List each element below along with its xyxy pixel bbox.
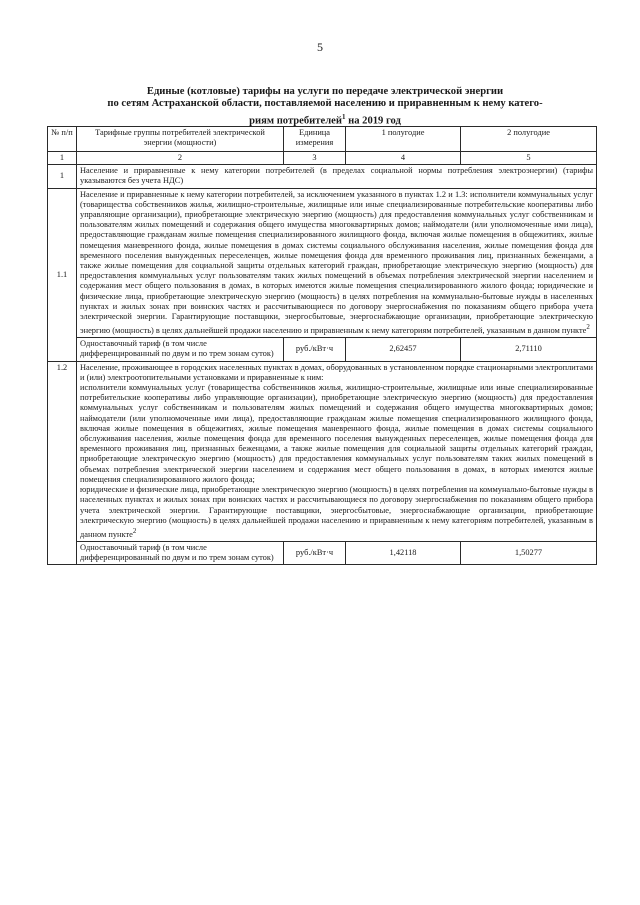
tariff-value-h1: 1,42118	[346, 541, 461, 564]
header-unit: Единица измерения	[284, 127, 346, 152]
footnote-mark: 2	[586, 323, 590, 332]
footnote-mark: 2	[132, 526, 137, 535]
tariff-label: Одноставочный тариф (в том числе дифференцированный по двум и по трем зонам суток)	[77, 541, 284, 564]
tariff-unit: руб./кВт·ч	[284, 541, 346, 564]
tariff-value-h1: 2,62457	[346, 338, 461, 361]
document-title	[50, 86, 600, 127]
row-paragraph-body: юридические и физические лица, приобретающие электрическую энергию (мощность) в целях потребления на коммунально-бытовые нужды в населенных пунктах и жилых зонах при воинских частях и рассчитывающиеся по договору энергоснабжения по показаниям общего прибора учета электрической энергии. Гарантирующие поставщики, энергосбытовые, энергоснабжающие организации, приобретающие электрическую энергию (мощность) в целях дальнейшей продажи населению и приравненным к нему категориям потребителей, указанным в данном пункте	[80, 485, 593, 539]
col-number: 5	[461, 152, 597, 165]
col-number: 2	[77, 152, 284, 165]
title-line-1: Единые (котловые) тарифы на услуги по передаче электрической энергии	[146, 86, 504, 97]
col-number: 3	[284, 152, 346, 165]
tariff-value-h2: 1,50277	[461, 541, 597, 564]
row-text: Население и приравненные к нему категории потребителей (в пределах социальной нормы потребления электроэнергии) (тарифы указываются без учета НДС)	[77, 165, 597, 188]
tariff-row	[48, 541, 597, 564]
row-number: 1	[48, 165, 77, 188]
row-text	[77, 361, 597, 541]
header-h1: 1 полугодие	[346, 127, 461, 152]
tariff-row	[48, 338, 597, 361]
row-paragraph	[80, 485, 593, 540]
tariff-unit: руб./кВт·ч	[284, 338, 346, 361]
tariff-table	[47, 126, 597, 565]
tariff-label: Одноставочный тариф (в том числе дифференцированный по двум и по трем зонам суток)	[77, 338, 284, 361]
table-row	[48, 165, 597, 188]
header-num: № п/п	[48, 127, 77, 152]
col-number: 1	[48, 152, 77, 165]
col-number: 4	[346, 152, 461, 165]
title-line-3-b: на 2019 год	[345, 115, 401, 127]
title-line-3-a: риям потребителей	[249, 115, 342, 127]
row-number: 1.2	[48, 361, 77, 565]
column-numbers-row	[48, 152, 597, 165]
table-row	[48, 188, 597, 338]
title-line-3	[50, 111, 600, 128]
title-line-2: по сетям Астраханской области, поставляемой населению и приравненным к нему катего-	[107, 98, 543, 110]
title-footnote-mark: 1	[341, 112, 346, 121]
header-group: Тарифные группы потребителей электрической энергии (мощности)	[77, 127, 284, 152]
row-paragraph: исполнители коммунальных услуг (товарищества собственников жилья, жилищно-строительные, жилищные или иные специализированные потребительские кооперативы либо управляющие организации), приобретающие электрическую энергию (мощность) для предоставления коммунальных услуг собственникам и пользователям жилых помещений и содержания общего имущества многоквартирных домов; наймодатели (или уполномоченные ими лица), предоставляющие гражданам жилые помещения специализированного жилищного фонда, включая жилые помещения в общежитиях, жилые помещения маневренного фонда, жилые помещения в домах системы социального обслуживания населения, жилые помещения фонда для временного поселения вынужденных переселенцев, жилые помещения фонда для временного проживания лиц, признанных беженцами, а также жилые помещения для социальной защиты отдельных категорий граждан, приобретающие электрическую энергию (мощность) для предоставления коммунальных услуг пользователям таких жилых помещений в объемах потребления электрической энергии населением и содержания мест общего пользования в домах, в которых имеются жилые помещения специализированного жилого фонда;	[80, 383, 593, 484]
page-number: 5	[317, 40, 323, 54]
row-text	[77, 188, 597, 338]
row-number: 1.1	[48, 188, 77, 361]
table-row	[48, 361, 597, 541]
tariff-value-h2: 2,71110	[461, 338, 597, 361]
table-header-row	[48, 127, 597, 152]
row-paragraph: Население, проживающее в городских населенных пунктах в домах, оборудованных в установленном порядке стационарными электроплитами и (или) электроотопительными установками и приравненные к ним:	[80, 362, 593, 382]
row-text-body: Население и приравненные к нему категории потребителей, за исключением указанного в пунктах 1.2 и 1.3: исполнители коммунальных услуг (товарищества собственников жилья, жилищно-строительные, жилищные или иные специализированные потребительские кооперативы либо управляющие организации), приобретающие электрическую энергию (мощность) для предоставления коммунальных услуг собственникам и пользователям жилых помещений и содержания общего имущества многоквартирных домов; наймодатели (или уполномоченные ими лица), предоставляющие гражданам жилые помещения специализированного жилищного фонда, включая жилые помещения в общежитиях, жилые помещения маневренного фонда, жилые помещения в домах системы социального обслуживания населения, жилые помещения фонда для временного поселения вынужденных переселенцев, жилые помещения фонда для временного проживания лиц, признанных беженцами, а также жилые помещения для социальной защиты отдельных категорий граждан, приобретающие электрическую энергию (мощность) для предоставления коммунальных услуг пользователям таких жилых помещений в объемах потребления электрической энергии населением и содержания мест общего пользования в домах, в которых имеются жилые помещения специализированного жилого фонда; юридические и физические лица, приобретающие электрическую энергию (мощность) в целях потребления на коммунально-бытовые нужды в населенных пунктах и жилых зонах при воинских частях и рассчитывающиеся по договору энергоснабжения по показаниям общего прибора учета электрической энергии. Гарантирующие поставщики, энергосбытовые, энергоснабжающие организации, приобретающие электрическую энергию (мощность) в целях дальнейшей продажи населению и приравненным к нему категориям потребителей, указанным в данном пункте	[80, 189, 593, 336]
header-h2: 2 полугодие	[461, 127, 597, 152]
